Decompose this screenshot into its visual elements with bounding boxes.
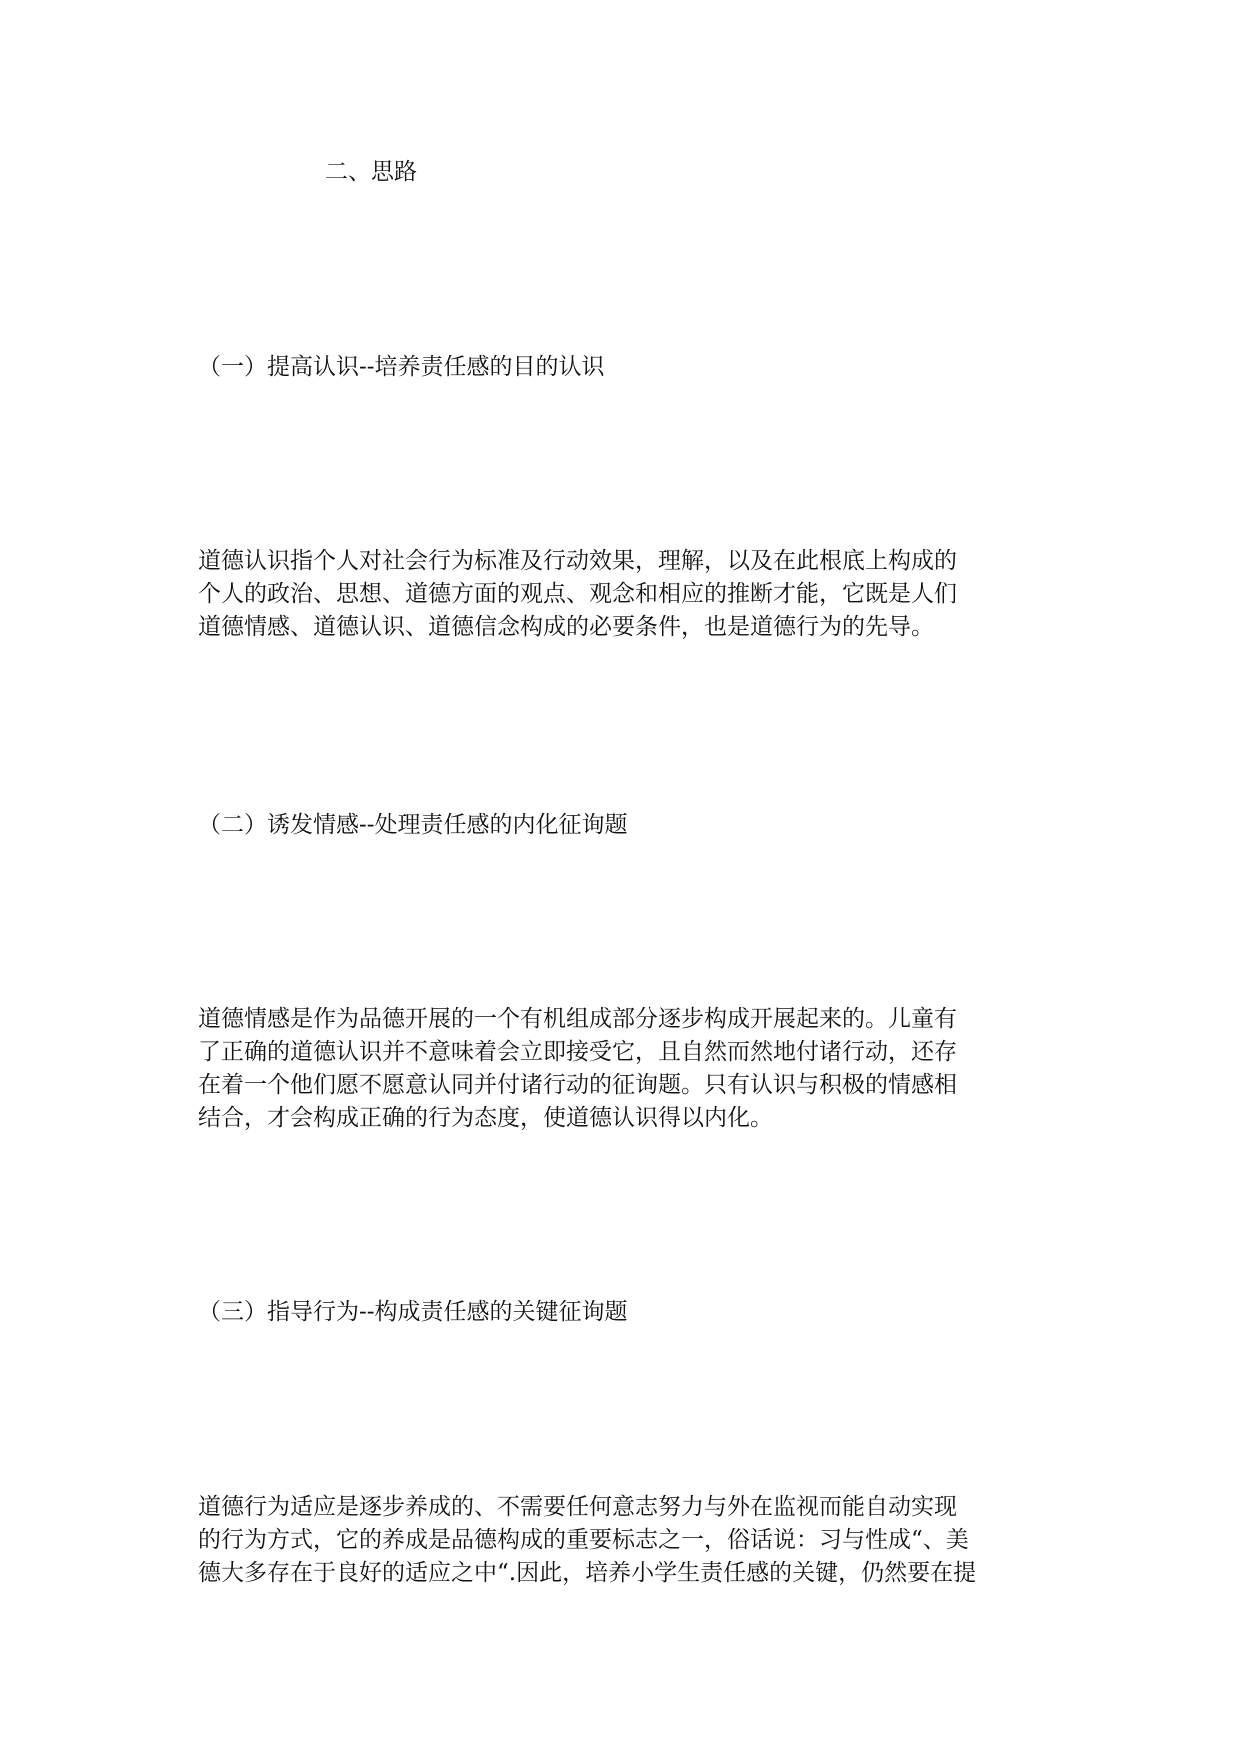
paragraph-line: 在着一个他们愿不愿意认同并付诸行动的征询题。只有认识与积极的情感相 bbox=[198, 1072, 957, 1098]
paragraph-line: 德大多存在于良好的适应之中“.因此，培养小学生责任感的关键，仍然要在提 bbox=[198, 1560, 977, 1586]
paragraph-line: 个人的政治、思想、道德方面的观点、观念和相应的推断才能，它既是人们 bbox=[198, 581, 957, 607]
paragraph-line: 结合，才会构成正确的行为态度，使道德认识得以内化。 bbox=[198, 1105, 773, 1131]
subsection-heading-3: （三）指导行为--构成责任感的关键征询题 bbox=[198, 1299, 628, 1325]
paragraph-line: 道德认识指个人对社会行为标准及行动效果，理解，以及在此根底上构成的 bbox=[198, 548, 957, 574]
section-heading: 二、思路 bbox=[325, 159, 417, 185]
paragraph-3 bbox=[198, 1491, 1048, 1590]
paragraph-line: 的行为方式，它的养成是品德构成的重要标志之一，俗话说：习与性成“、美 bbox=[198, 1527, 969, 1553]
paragraph-line: 道德行为适应是逐步养成的、不需要任何意志努力与外在监视而能自动实现 bbox=[198, 1494, 957, 1520]
paragraph-line: 道德情感是作为品德开展的一个有机组成部分逐步构成开展起来的。儿童有 bbox=[198, 1006, 957, 1032]
subsection-heading-1: （一）提高认识--培养责任感的目的认识 bbox=[198, 354, 605, 380]
paragraph-1 bbox=[198, 545, 1048, 644]
subsection-heading-2: （二）诱发情感--处理责任感的内化征询题 bbox=[198, 812, 628, 838]
paragraph-2 bbox=[198, 1003, 1048, 1135]
paragraph-line: 道德情感、道德认识、道德信念构成的必要条件，也是道德行为的先导。 bbox=[198, 614, 934, 640]
paragraph-line: 了正确的道德认识并不意味着会立即接受它，且自然而然地付诸行动，还存 bbox=[198, 1039, 957, 1065]
